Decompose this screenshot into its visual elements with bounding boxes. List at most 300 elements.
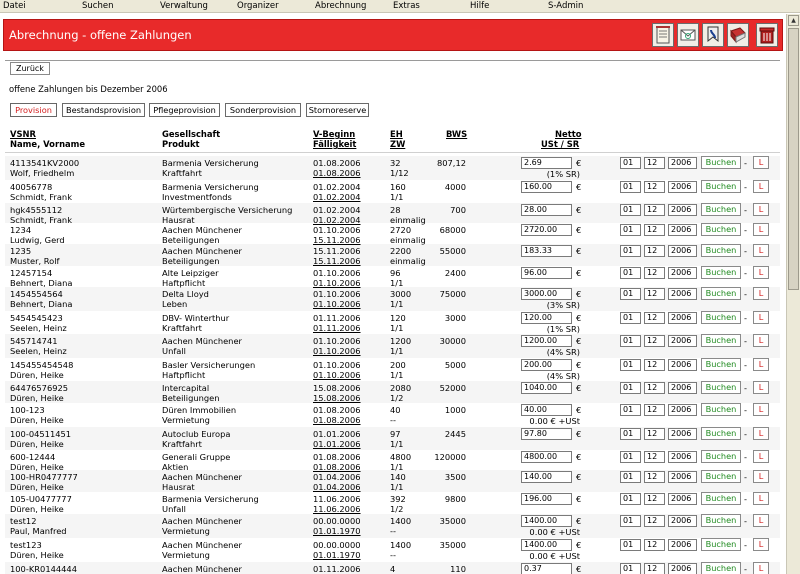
cell-vsnr: test12 <box>10 516 37 526</box>
cell-produkt: Hausrat <box>162 482 195 492</box>
cell-produkt: Beteiligungen <box>162 393 220 403</box>
cell-faelligkeit: 01.10.2006 <box>313 346 361 356</box>
cell-eh: 1400 <box>390 516 412 526</box>
l-button[interactable]: L <box>753 244 769 257</box>
cell-name: Behnert, Diana <box>10 278 73 288</box>
year-input[interactable]: 2006 <box>668 359 697 371</box>
trash-icon[interactable] <box>756 23 778 47</box>
netto-input[interactable]: 97.80 <box>521 428 572 440</box>
month-input[interactable]: 12 <box>644 539 665 551</box>
notepad-icon[interactable] <box>652 23 674 47</box>
cell-eh: 392 <box>390 494 406 504</box>
header-gesellschaft: Gesellschaft <box>162 129 221 139</box>
currency-label: € <box>576 564 582 574</box>
cell-eh: 2200 <box>390 246 412 256</box>
netto-input[interactable]: 200.00 <box>521 359 572 371</box>
cell-faelligkeit: 01.08.2006 <box>313 168 361 178</box>
netto-input[interactable]: 1400.00 <box>521 515 572 527</box>
currency-label: € <box>576 516 582 526</box>
buchen-button[interactable]: Buchen <box>701 403 741 416</box>
currency-label: € <box>576 452 582 462</box>
menu-suchen[interactable]: Suchen <box>82 1 114 11</box>
currency-label: € <box>576 225 582 235</box>
l-button[interactable]: L <box>753 470 769 483</box>
cell-faelligkeit: 01.01.1970 <box>313 550 361 560</box>
day-input[interactable]: 01 <box>620 267 641 279</box>
buchen-button[interactable]: Buchen <box>701 358 741 371</box>
day-input[interactable]: 01 <box>620 157 641 169</box>
month-input[interactable]: 12 <box>644 181 665 193</box>
cell-faelligkeit: 01.01.2006 <box>313 439 361 449</box>
l-button[interactable]: L <box>753 287 769 300</box>
header-eh[interactable]: EH <box>390 129 403 139</box>
cell-vbeginn: 01.04.2006 <box>313 472 361 482</box>
cell-bws: 3000 <box>444 313 466 323</box>
cell-vsnr: 100-HR0477777 <box>10 472 78 482</box>
cell-gesellschaft: Aachen Münchener <box>162 246 242 256</box>
cell-eh: 40 <box>390 405 401 415</box>
l-button[interactable]: L <box>753 334 769 347</box>
buchen-button[interactable]: Buchen <box>701 514 741 527</box>
tab-provision[interactable]: Provision <box>10 103 57 117</box>
currency-label: € <box>576 383 582 393</box>
buchen-button[interactable]: Buchen <box>701 450 741 463</box>
ust-sr-note: 0.00 € +USt <box>529 527 580 537</box>
cell-vsnr: 600-12444 <box>10 452 56 462</box>
l-button[interactable]: L <box>753 562 769 574</box>
cell-gesellschaft: Barmenia Versicherung <box>162 494 259 504</box>
back-button[interactable]: Zurück <box>10 62 50 75</box>
day-input[interactable]: 01 <box>620 382 641 394</box>
cell-name: Schmidt, Frank <box>10 192 72 202</box>
cell-produkt: Vermietung <box>162 550 210 560</box>
year-input[interactable]: 2006 <box>668 471 697 483</box>
separator: - <box>744 564 747 574</box>
netto-input[interactable]: 120.00 <box>521 312 572 324</box>
month-input[interactable]: 12 <box>644 288 665 300</box>
tab-pflegeprovision[interactable]: Pflegeprovision <box>149 103 220 117</box>
netto-input[interactable]: 0.37 <box>521 563 572 574</box>
month-input[interactable]: 12 <box>644 493 665 505</box>
cell-vsnr: 105-U0477777 <box>10 494 72 504</box>
ribbon-icon[interactable] <box>702 23 724 47</box>
buchen-button[interactable]: Buchen <box>701 562 741 574</box>
day-input[interactable]: 01 <box>620 204 641 216</box>
separator: - <box>744 289 747 299</box>
cell-gesellschaft: Aachen Münchener <box>162 516 242 526</box>
cell-produkt: Vermietung <box>162 415 210 425</box>
cell-bws: 2445 <box>444 429 466 439</box>
buchen-button[interactable]: Buchen <box>701 311 741 324</box>
cell-eh: 28 <box>390 205 401 215</box>
netto-input[interactable]: 96.00 <box>521 267 572 279</box>
page-title: Abrechnung - offene Zahlungen <box>9 28 192 42</box>
cell-produkt: Kraftfahrt <box>162 323 202 333</box>
month-input[interactable]: 12 <box>644 471 665 483</box>
day-input[interactable]: 01 <box>620 335 641 347</box>
day-input[interactable]: 01 <box>620 451 641 463</box>
cell-bws: 35000 <box>439 516 466 526</box>
l-button[interactable]: L <box>753 450 769 463</box>
cell-gesellschaft: DBV- Winterthur <box>162 313 230 323</box>
month-input[interactable]: 12 <box>644 359 665 371</box>
buchen-button[interactable]: Buchen <box>701 334 741 347</box>
year-input[interactable]: 2006 <box>668 404 697 416</box>
day-input[interactable]: 01 <box>620 563 641 574</box>
netto-input[interactable]: 3000.00 <box>521 288 572 300</box>
year-input[interactable]: 2006 <box>668 157 697 169</box>
cell-gesellschaft: Alte Leipziger <box>162 268 219 278</box>
netto-input[interactable]: 140.00 <box>521 471 572 483</box>
month-input[interactable]: 12 <box>644 312 665 324</box>
netto-input[interactable]: 2.69 <box>521 157 572 169</box>
cell-name: Behnert, Diana <box>10 299 73 309</box>
menu-verwaltung[interactable]: Verwaltung <box>160 1 208 11</box>
cell-zw: -- <box>390 526 396 536</box>
currency-label: € <box>576 158 582 168</box>
cell-faelligkeit: 01.01.1970 <box>313 526 361 536</box>
l-button[interactable]: L <box>753 403 769 416</box>
cell-gesellschaft: Aachen Münchener <box>162 472 242 482</box>
netto-input[interactable]: 2720.00 <box>521 224 572 236</box>
cell-zw: -- <box>390 415 396 425</box>
currency-label: € <box>576 494 582 504</box>
year-input[interactable]: 2006 <box>668 515 697 527</box>
cell-eh: 1200 <box>390 336 412 346</box>
cell-bws: 68000 <box>439 225 466 235</box>
year-input[interactable]: 2006 <box>668 382 697 394</box>
menu-datei[interactable]: Datei <box>3 1 26 11</box>
cell-vbeginn: 01.01.2006 <box>313 429 361 439</box>
cell-vbeginn: 00.00.0000 <box>313 540 361 550</box>
cell-faelligkeit: 01.10.2006 <box>313 299 361 309</box>
year-input[interactable]: 2006 <box>668 539 697 551</box>
cell-vsnr: 545714741 <box>10 336 58 346</box>
cell-gesellschaft: Basler Versicherungen <box>162 360 256 370</box>
cell-produkt: Beteiligungen <box>162 235 220 245</box>
buchen-button[interactable]: Buchen <box>701 266 741 279</box>
l-button[interactable]: L <box>753 514 769 527</box>
cell-vbeginn: 01.02.2004 <box>313 205 361 215</box>
year-input[interactable]: 2006 <box>668 267 697 279</box>
month-input[interactable]: 12 <box>644 382 665 394</box>
month-input[interactable]: 12 <box>644 335 665 347</box>
cell-name: Düren, Heike <box>10 504 64 514</box>
cell-bws: 110 <box>450 564 466 574</box>
ust-sr-note: (3% SR) <box>546 300 580 310</box>
day-input[interactable]: 01 <box>620 181 641 193</box>
buchen-button[interactable]: Buchen <box>701 223 741 236</box>
month-input[interactable]: 12 <box>644 563 665 574</box>
scroll-up-icon[interactable]: ▲ <box>788 15 799 26</box>
header-vsnr[interactable]: VSNR <box>10 129 36 139</box>
cell-bws: 2400 <box>444 268 466 278</box>
month-input[interactable]: 12 <box>644 224 665 236</box>
year-input[interactable]: 2006 <box>668 335 697 347</box>
cell-vbeginn: 01.10.2006 <box>313 225 361 235</box>
buchen-button[interactable]: Buchen <box>701 381 741 394</box>
cell-vbeginn: 11.06.2006 <box>313 494 361 504</box>
vertical-scrollbar[interactable] <box>786 14 800 574</box>
day-input[interactable]: 01 <box>620 404 641 416</box>
cell-produkt: Leben <box>162 299 188 309</box>
cell-zw: -- <box>390 550 396 560</box>
cell-faelligkeit: 01.08.2006 <box>313 415 361 425</box>
cell-name: Seelen, Heinz <box>10 323 67 333</box>
cell-faelligkeit: 15.11.2006 <box>313 235 361 245</box>
buchen-button[interactable]: Buchen <box>701 180 741 193</box>
cell-eh: 2080 <box>390 383 412 393</box>
netto-input[interactable]: 160.00 <box>521 181 572 193</box>
day-input[interactable]: 01 <box>620 428 641 440</box>
netto-input[interactable]: 4800.00 <box>521 451 572 463</box>
cell-zw: 1/1 <box>390 278 404 288</box>
year-input[interactable]: 2006 <box>668 245 697 257</box>
menu-bar <box>0 0 800 13</box>
day-input[interactable]: 01 <box>620 471 641 483</box>
cell-bws: 5000 <box>444 360 466 370</box>
scroll-thumb[interactable] <box>788 28 799 290</box>
month-input[interactable]: 12 <box>644 451 665 463</box>
cell-eh: 120 <box>390 313 406 323</box>
l-button[interactable]: L <box>753 223 769 236</box>
cell-produkt: Vermietung <box>162 526 210 536</box>
header-bws[interactable]: BWS <box>446 129 468 139</box>
month-input[interactable]: 12 <box>644 267 665 279</box>
cell-eh: 3000 <box>390 289 412 299</box>
cell-faelligkeit: 01.04.2006 <box>313 482 361 492</box>
cell-bws: 75000 <box>439 289 466 299</box>
buchen-button[interactable]: Buchen <box>701 492 741 505</box>
cell-eh: 97 <box>390 429 401 439</box>
netto-input[interactable]: 1040.00 <box>521 382 572 394</box>
cell-vbeginn: 01.08.2006 <box>313 158 361 168</box>
cell-eh: 1400 <box>390 540 412 550</box>
cell-bws: 807,12 <box>436 158 466 168</box>
cell-name: Düren, Heike <box>10 439 64 449</box>
buchen-button[interactable]: Buchen <box>701 244 741 257</box>
cell-zw: 1/1 <box>390 462 404 472</box>
cell-vsnr: 4113541KV2000 <box>10 158 80 168</box>
cell-vbeginn: 15.11.2006 <box>313 246 361 256</box>
separator: - <box>744 205 747 215</box>
year-input[interactable]: 2006 <box>668 493 697 505</box>
ust-sr-note: 0.00 € +USt <box>529 551 580 561</box>
cell-bws: 1000 <box>444 405 466 415</box>
cell-gesellschaft: Würtembergische Versicherung <box>162 205 293 215</box>
month-input[interactable]: 12 <box>644 157 665 169</box>
separator: - <box>744 429 747 439</box>
header-divider <box>5 152 780 153</box>
day-input[interactable]: 01 <box>620 539 641 551</box>
currency-label: € <box>576 360 582 370</box>
month-input[interactable]: 12 <box>644 404 665 416</box>
cell-bws: 35000 <box>439 540 466 550</box>
buchen-button[interactable]: Buchen <box>701 287 741 300</box>
cell-produkt: Unfall <box>162 504 186 514</box>
separator: - <box>744 472 747 482</box>
cell-zw: einmalig <box>390 215 426 225</box>
l-button[interactable]: L <box>753 203 769 216</box>
cell-faelligkeit: 01.10.2006 <box>313 278 361 288</box>
cell-zw: 1/12 <box>390 168 409 178</box>
buchen-button[interactable]: Buchen <box>701 156 741 169</box>
year-input[interactable]: 2006 <box>668 451 697 463</box>
email-icon[interactable] <box>677 23 699 47</box>
cell-produkt: Beteiligungen <box>162 256 220 266</box>
cell-vsnr: 64476576925 <box>10 383 69 393</box>
menu-hilfe[interactable]: Hilfe <box>470 1 490 11</box>
cell-produkt: Unfall <box>162 346 186 356</box>
month-input[interactable]: 12 <box>644 204 665 216</box>
cell-eh: 2720 <box>390 225 412 235</box>
cell-vbeginn: 15.08.2006 <box>313 383 361 393</box>
cell-vsnr: 100-KR0144444 <box>10 564 77 574</box>
day-input[interactable]: 01 <box>620 312 641 324</box>
cell-zw: 1/2 <box>390 504 404 514</box>
menu-extras[interactable]: Extras <box>393 1 420 11</box>
netto-input[interactable]: 183.33 <box>521 245 572 257</box>
month-input[interactable]: 12 <box>644 428 665 440</box>
separator: - <box>744 383 747 393</box>
month-input[interactable]: 12 <box>644 245 665 257</box>
cell-gesellschaft: Intercapital <box>162 383 210 393</box>
header-zw[interactable]: ZW <box>390 139 406 149</box>
cell-produkt: Kraftfahrt <box>162 439 202 449</box>
header-vbeginn[interactable]: V-Beginn <box>313 129 356 139</box>
year-input[interactable]: 2006 <box>668 428 697 440</box>
cell-vbeginn: 01.10.2006 <box>313 289 361 299</box>
cell-name: Düren, Heike <box>10 550 64 560</box>
l-button[interactable]: L <box>753 492 769 505</box>
cell-vsnr: hgk4555112 <box>10 205 63 215</box>
tab-stornoreserve[interactable]: Stornoreserve <box>306 103 369 117</box>
currency-label: € <box>576 336 582 346</box>
cell-zw: 1/1 <box>390 370 404 380</box>
cell-vsnr: 100-04511451 <box>10 429 72 439</box>
cell-vsnr: 1234 <box>10 225 32 235</box>
buchen-button[interactable]: Buchen <box>701 203 741 216</box>
currency-label: € <box>576 268 582 278</box>
l-button[interactable]: L <box>753 266 769 279</box>
cell-gesellschaft: Aachen Münchener <box>162 225 242 235</box>
subheading: offene Zahlungen bis Dezember 2006 <box>9 84 168 94</box>
buchen-button[interactable]: Buchen <box>701 427 741 440</box>
tab-bestandsprovision[interactable]: Bestandsprovision <box>62 103 145 117</box>
cell-eh: 4 <box>390 564 396 574</box>
l-button[interactable]: L <box>753 427 769 440</box>
l-button[interactable]: L <box>753 358 769 371</box>
cell-zw: 1/1 <box>390 323 404 333</box>
currency-label: € <box>576 289 582 299</box>
separator: - <box>744 540 747 550</box>
buchen-button[interactable]: Buchen <box>701 470 741 483</box>
month-input[interactable]: 12 <box>644 515 665 527</box>
header-ust-sr[interactable]: USt / SR <box>541 139 580 149</box>
l-button[interactable]: L <box>753 156 769 169</box>
cell-gesellschaft: Aachen Münchener <box>162 336 242 346</box>
header-faelligkeit[interactable]: Fälligkeit <box>313 139 357 149</box>
separator: - <box>744 268 747 278</box>
cell-eh: 96 <box>390 268 401 278</box>
currency-label: € <box>576 540 582 550</box>
ust-sr-note: (4% SR) <box>546 347 580 357</box>
cell-vsnr: 40056778 <box>10 182 53 192</box>
netto-input[interactable]: 1400.00 <box>521 539 572 551</box>
day-input[interactable]: 01 <box>620 245 641 257</box>
separator: - <box>744 182 747 192</box>
cell-zw: 1/1 <box>390 439 404 449</box>
year-input[interactable]: 2006 <box>668 288 697 300</box>
cell-zw: 1/1 <box>390 299 404 309</box>
cell-faelligkeit: 01.10.2006 <box>313 370 361 380</box>
cell-bws: 120000 <box>434 452 466 462</box>
cell-faelligkeit: 15.11.2006 <box>313 256 361 266</box>
cell-bws: 9800 <box>444 494 466 504</box>
day-input[interactable]: 01 <box>620 515 641 527</box>
currency-label: € <box>576 205 582 215</box>
cell-name: Schmidt, Frank <box>10 215 72 225</box>
ust-sr-note: (4% SR) <box>546 371 580 381</box>
cell-zw: 1/2 <box>390 393 404 403</box>
cell-gesellschaft: Barmenia Versicherung <box>162 158 259 168</box>
cell-vbeginn: 01.10.2006 <box>313 360 361 370</box>
year-input[interactable]: 2006 <box>668 563 697 574</box>
day-input[interactable]: 01 <box>620 288 641 300</box>
cell-produkt: Kraftfahrt <box>162 168 202 178</box>
cell-vbeginn: 01.08.2006 <box>313 405 361 415</box>
day-input[interactable]: 01 <box>620 224 641 236</box>
year-input[interactable]: 2006 <box>668 312 697 324</box>
cell-produkt: Haftpflicht <box>162 370 206 380</box>
l-button[interactable]: L <box>753 538 769 551</box>
currency-label: € <box>576 313 582 323</box>
cell-vsnr: 100-123 <box>10 405 45 415</box>
l-button[interactable]: L <box>753 311 769 324</box>
cell-bws: 700 <box>450 205 466 215</box>
cell-gesellschaft: Generali Gruppe <box>162 452 231 462</box>
cell-zw: 1/1 <box>390 482 404 492</box>
year-input[interactable]: 2006 <box>668 224 697 236</box>
currency-label: € <box>576 429 582 439</box>
header-netto[interactable]: Netto <box>555 129 582 139</box>
netto-input[interactable]: 1200.00 <box>521 335 572 347</box>
cell-produkt: Aktien <box>162 462 189 472</box>
tab-sonderprovision[interactable]: Sonderprovision <box>225 103 301 117</box>
netto-input[interactable]: 40.00 <box>521 404 572 416</box>
cell-bws: 3500 <box>444 472 466 482</box>
l-button[interactable]: L <box>753 180 769 193</box>
book-icon[interactable] <box>727 23 749 47</box>
cell-bws: 55000 <box>439 246 466 256</box>
cell-zw: einmalig <box>390 235 426 245</box>
menu-s-admin[interactable]: S-Admin <box>548 1 584 11</box>
netto-input[interactable]: 196.00 <box>521 493 572 505</box>
menu-organizer[interactable]: Organizer <box>237 1 279 11</box>
day-input[interactable]: 01 <box>620 493 641 505</box>
day-input[interactable]: 01 <box>620 359 641 371</box>
buchen-button[interactable]: Buchen <box>701 538 741 551</box>
currency-label: € <box>576 405 582 415</box>
separator: - <box>744 313 747 323</box>
l-button[interactable]: L <box>753 381 769 394</box>
year-input[interactable]: 2006 <box>668 204 697 216</box>
netto-input[interactable]: 28.00 <box>521 204 572 216</box>
cell-gesellschaft: Autoclub Europa <box>162 429 231 439</box>
year-input[interactable]: 2006 <box>668 181 697 193</box>
menu-abrechnung[interactable]: Abrechnung <box>315 1 367 11</box>
cell-vsnr: 1454554564 <box>10 289 63 299</box>
